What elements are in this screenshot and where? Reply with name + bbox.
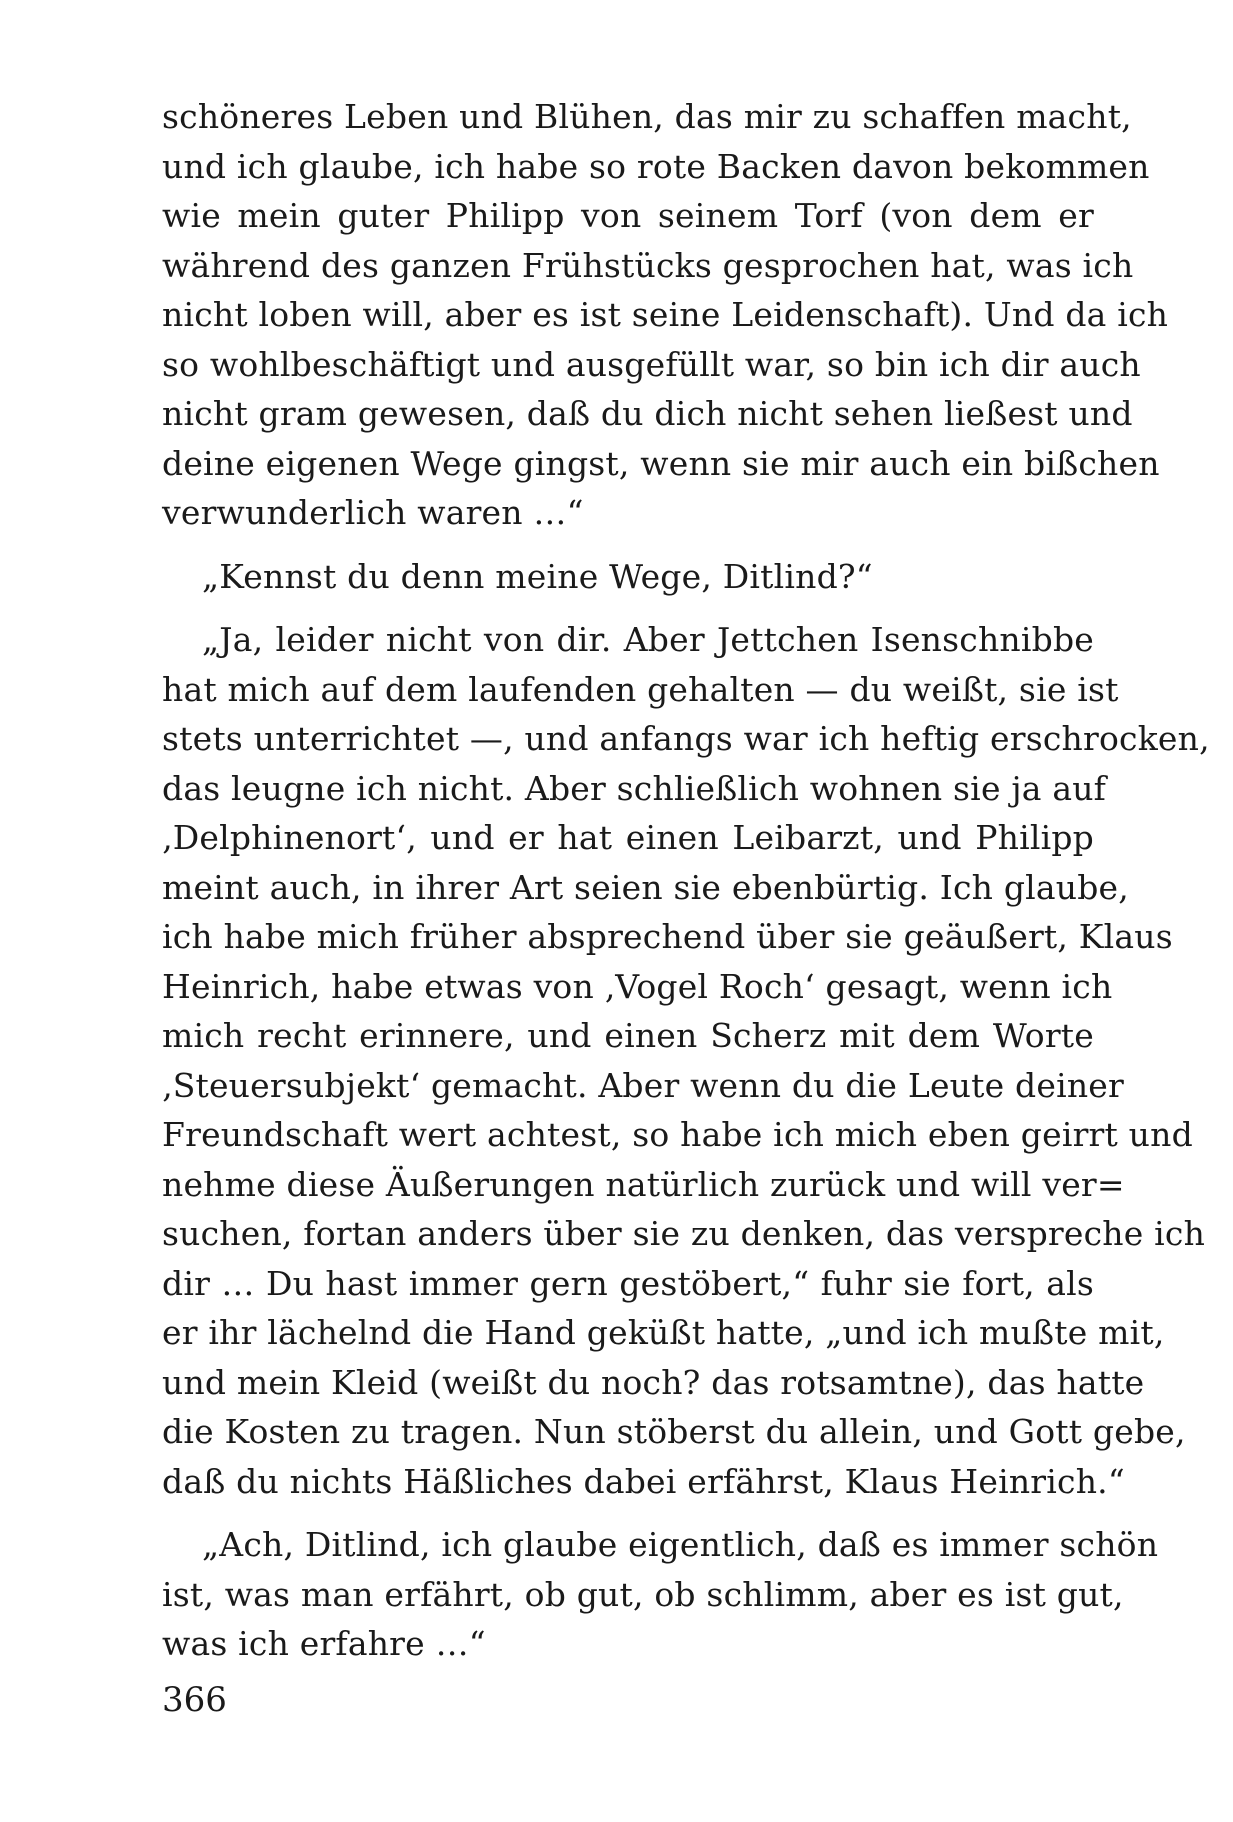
text-line: hat mich auf dem laufenden gehalten — du weißt, sie ist — [162, 669, 1119, 709]
text-line: wie mein guter Philipp von seinem Torf (von dem er — [162, 196, 1094, 235]
text-line: daß du nichts Häßliches dabei erfährst, Klaus Heinrich.“ — [162, 1461, 1125, 1501]
page-number: 366 — [162, 1680, 227, 1720]
paragraph-gap — [162, 538, 1094, 552]
text-line: dir … Du hast immer gern gestöbert,“ fuhr sie fort, als — [162, 1263, 1094, 1303]
paragraph-gap — [162, 601, 1094, 615]
text-line: verwunderlich waren …“ — [162, 493, 584, 532]
text-line: Heinrich, habe etwas von ‚Vogel Roch‘ gesagt, wenn ich — [162, 966, 1113, 1006]
text-line: und mein Kleid (weißt du noch? das rotsamtne), das hatte — [162, 1362, 1145, 1402]
paragraph-4 — [162, 1520, 1159, 1669]
text-line: was ich erfahre …“ — [162, 1624, 486, 1663]
paragraph-1 — [162, 92, 1169, 538]
text-line: nicht loben will, aber es ist seine Leidenschaft). Und da ich — [162, 295, 1169, 334]
text-line: meint auch, in ihrer Art seien sie ebenbürtig. Ich glaube, — [162, 867, 1129, 907]
text-line: nicht gram gewesen, daß du dich nicht sehen ließest und — [162, 394, 1133, 433]
text-line: ich habe mich früher absprechend über sie geäußert, Klaus — [162, 917, 1173, 956]
text-line: „Kennst du denn meine Wege, Ditlind?“ — [202, 556, 873, 596]
paragraph-2 — [162, 552, 1094, 602]
text-line: ‚Steuersubjekt‘ gemacht. Aber wenn du die Leute deiner — [162, 1065, 1124, 1105]
text-line: „Ja, leider nicht von dir. Aber Jettchen Isenschnibbe — [202, 620, 1094, 659]
paragraph-3 — [162, 615, 1210, 1506]
text-line: stets unterrichtet —, und anfangs war ich heftig erschrocken, — [162, 719, 1210, 758]
text-line: und ich glaube, ich habe so rote Backen davon bekommen — [162, 146, 1150, 186]
text-line: „Ach, Ditlind, ich glaube eigentlich, daß es immer schön — [202, 1525, 1159, 1564]
text-line: deine eigenen Wege gingst, wenn sie mir auch ein bißchen — [162, 443, 1160, 483]
text-line: Freundschaft wert achtest, so habe ich mich eben geirrt und — [162, 1115, 1193, 1154]
text-line: mich recht erinnere, und einen Scherz mit dem Worte — [162, 1016, 1094, 1055]
text-line: nehme diese Äußerungen natürlich zurück und will ver= — [162, 1164, 1125, 1204]
text-line: schöneres Leben und Blühen, das mir zu schaffen macht, — [162, 97, 1132, 136]
text-line: er ihr lächelnd die Hand geküßt hatte, „und ich mußte mit, — [162, 1313, 1165, 1352]
text-line: die Kosten zu tragen. Nun stöberst du allein, und Gott gebe, — [162, 1412, 1186, 1451]
text-line: das leugne ich nicht. Aber schließlich wohnen sie ja auf — [162, 768, 1107, 808]
text-line: während des ganzen Frühstücks gesprochen hat, was ich — [162, 245, 1134, 285]
text-line: ‚Delphinenort‘, und er hat einen Leibarzt, und Philipp — [162, 818, 1094, 857]
text-line: ist, was man erfährt, ob gut, ob schlimm, aber es ist gut, — [162, 1574, 1124, 1614]
paragraph-gap — [162, 1506, 1094, 1520]
text-line: suchen, fortan anders über sie zu denken, das verspreche ich — [162, 1214, 1206, 1253]
page-body — [162, 92, 1210, 1669]
text-line: so wohlbeschäftigt und ausgefüllt war, so bin ich dir auch — [162, 344, 1141, 384]
